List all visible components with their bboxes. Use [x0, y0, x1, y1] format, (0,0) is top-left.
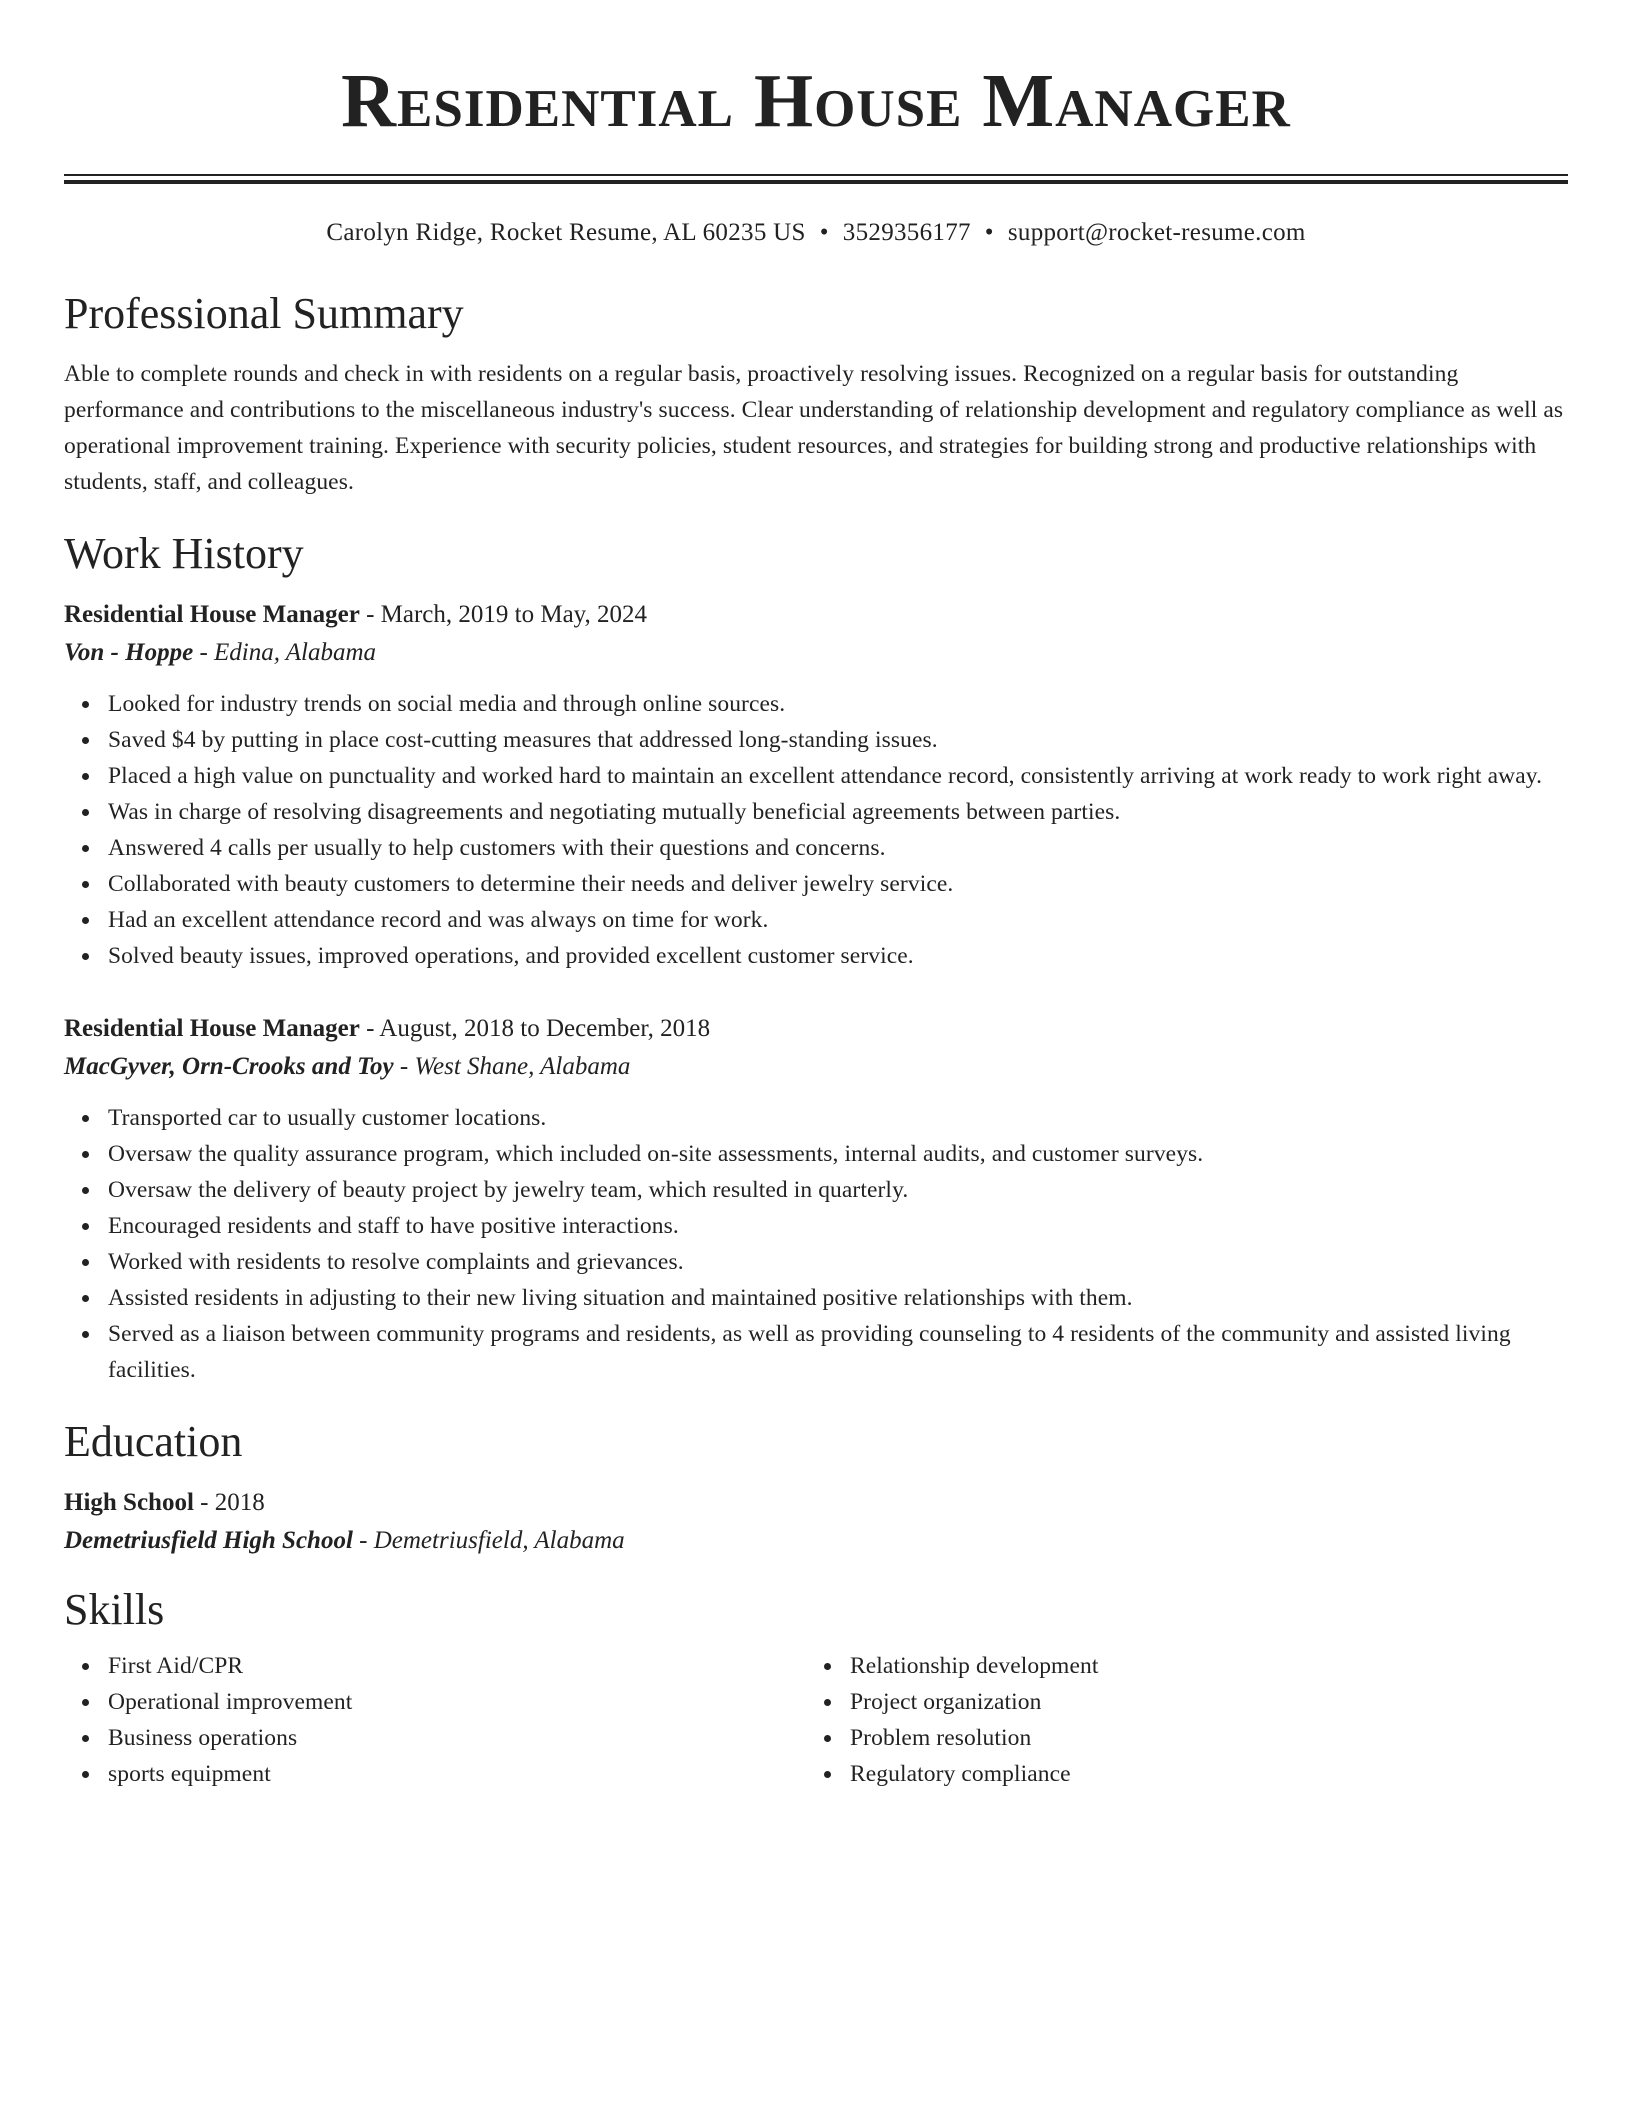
- list-item: Oversaw the delivery of beauty project by jewelry team, which resulted in quarterly.: [108, 1172, 1568, 1208]
- education-school: Demetriusfield High School: [64, 1527, 353, 1554]
- job-bullet-list: [64, 1100, 1568, 1388]
- contact-line: [64, 216, 1568, 250]
- job-dates: - March, 2019 to May, 2024: [359, 601, 648, 628]
- list-item: Regulatory compliance: [850, 1756, 1548, 1792]
- skills-list: [64, 1648, 806, 1792]
- education-year: - 2018: [193, 1489, 265, 1516]
- skills-grid: [64, 1648, 1568, 1792]
- education-location: - Demetriusfield, Alabama: [352, 1527, 625, 1554]
- job-role: Residential House Manager: [64, 1015, 360, 1042]
- job-company-line: [64, 1048, 1568, 1086]
- section-title-summary: Professional Summary: [64, 289, 464, 338]
- list-item: Was in charge of resolving disagreements and negotiating mutually beneficial agreements between parties.: [108, 794, 1568, 830]
- title-divider: [64, 174, 1568, 184]
- job-location: - West Shane, Alabama: [393, 1053, 631, 1080]
- contact-separator: •: [984, 219, 994, 246]
- list-item: Placed a high value on punctuality and worked hard to maintain an excellent attendance record, consistently arriving at work ready to work right away.: [108, 758, 1568, 794]
- list-item: Saved $4 by putting in place cost-cutting measures that addressed long-standing issues.: [108, 722, 1568, 758]
- list-item: Problem resolution: [850, 1720, 1548, 1756]
- section-title-work-history: Work History: [64, 529, 304, 578]
- list-item: Answered 4 calls per usually to help customers with their questions and concerns.: [108, 830, 1568, 866]
- list-item: Served as a liaison between community programs and residents, as well as providing counseling to 4 residents of the community and assisted living facilities.: [108, 1316, 1568, 1388]
- contact-address: Carolyn Ridge, Rocket Resume, AL 60235 US: [326, 219, 806, 246]
- list-item: Worked with residents to resolve complaints and grievances.: [108, 1244, 1568, 1280]
- contact-phone: 3529356177: [842, 219, 971, 246]
- list-item: sports equipment: [108, 1756, 806, 1792]
- job-company-line: [64, 634, 1568, 672]
- education-degree-line: [64, 1484, 1568, 1522]
- job-company: MacGyver, Orn-Crooks and Toy: [64, 1053, 394, 1080]
- list-item: Oversaw the quality assurance program, which included on-site assessments, internal audits, and customer surveys.: [108, 1136, 1568, 1172]
- list-item: Had an excellent attendance record and was always on time for work.: [108, 902, 1568, 938]
- job-location: - Edina, Alabama: [193, 639, 377, 666]
- list-item: Encouraged residents and staff to have positive interactions.: [108, 1208, 1568, 1244]
- list-item: Project organization: [850, 1684, 1548, 1720]
- skills-column-left: [64, 1648, 806, 1792]
- job-dates: - August, 2018 to December, 2018: [359, 1015, 711, 1042]
- list-item: Business operations: [108, 1720, 806, 1756]
- list-item: Collaborated with beauty customers to determine their needs and deliver jewelry service.: [108, 866, 1568, 902]
- section-title-education: Education: [64, 1417, 243, 1466]
- list-item: Transported car to usually customer locations.: [108, 1100, 1568, 1136]
- job-title-line: [64, 596, 1568, 634]
- list-item: First Aid/CPR: [108, 1648, 806, 1684]
- contact-email: support@rocket-resume.com: [1007, 219, 1306, 246]
- education-school-line: [64, 1522, 1568, 1560]
- job-role: Residential House Manager: [64, 601, 360, 628]
- job-bullet-list: [64, 686, 1568, 974]
- job-company: Von - Hoppe: [64, 639, 194, 666]
- section-title-skills: Skills: [64, 1585, 165, 1634]
- list-item: Looked for industry trends on social media and through online sources.: [108, 686, 1568, 722]
- contact-separator: •: [819, 219, 829, 246]
- resume-title: Residential House Manager: [341, 59, 1291, 143]
- job-entry: [64, 1010, 1568, 1388]
- list-item: Relationship development: [850, 1648, 1548, 1684]
- skills-list: [806, 1648, 1548, 1792]
- summary-text: Able to complete rounds and check in with residents on a regular basis, proactively resolving issues. Recognized on a regular basis for outstanding performance and contributions to the miscellaneous industry's success. Clear understanding of relationship development and regulatory compliance as well as operational improvement training. Experience with security policies, student resources, and strategies for building strong and productive relationships with students, staff, and colleagues.: [64, 361, 1564, 495]
- education-entry: [64, 1484, 1568, 1560]
- skills-column-right: [806, 1648, 1548, 1792]
- list-item: Solved beauty issues, improved operations, and provided excellent customer service.: [108, 938, 1568, 974]
- job-entry: [64, 596, 1568, 974]
- list-item: Operational improvement: [108, 1684, 806, 1720]
- education-degree: High School: [64, 1489, 194, 1516]
- list-item: Assisted residents in adjusting to their new living situation and maintained positive relationships with them.: [108, 1280, 1568, 1316]
- job-title-line: [64, 1010, 1568, 1048]
